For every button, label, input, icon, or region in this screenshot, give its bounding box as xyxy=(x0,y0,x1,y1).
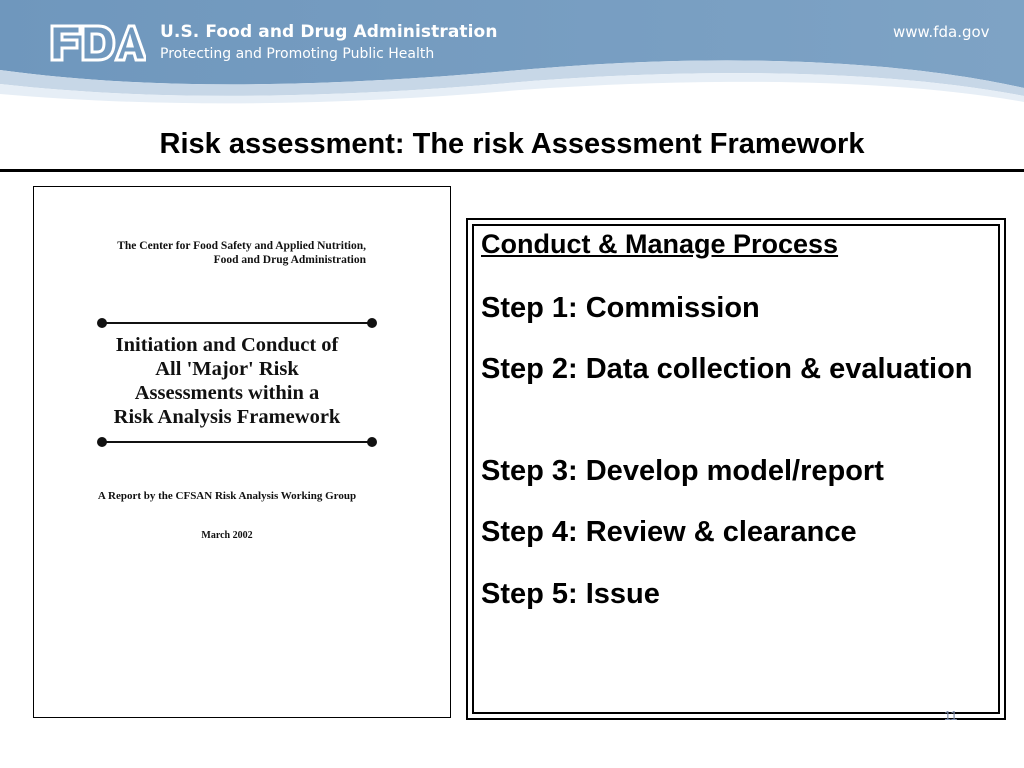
step-1: Step 1: Commission xyxy=(481,292,760,324)
report-date: March 2002 xyxy=(201,530,253,541)
fda-logo xyxy=(50,22,146,62)
report-rule-top xyxy=(102,322,372,324)
report-title-line2: All 'Major' Risk xyxy=(155,358,299,380)
report-organization-line2: Food and Drug Administration xyxy=(213,254,366,266)
report-title-line3: Assessments within a xyxy=(134,382,320,404)
step-4: Step 4: Review & clearance xyxy=(481,516,857,548)
report-title xyxy=(34,333,420,429)
agency-name: U.S. Food and Drug Administration xyxy=(160,22,498,42)
title-divider xyxy=(0,169,1024,172)
agency-tagline: Protecting and Promoting Public Health xyxy=(160,46,435,62)
report-title-line1: Initiation and Conduct of xyxy=(115,334,339,356)
step-5: Step 5: Issue xyxy=(481,578,660,610)
report-title-line4: Risk Analysis Framework xyxy=(113,406,341,428)
header-banner xyxy=(0,0,1024,110)
step-3: Step 3: Develop model/report xyxy=(481,455,884,487)
report-organization-line1: The Center for Food Safety and Applied Nutrition, xyxy=(117,240,366,252)
report-byline: A Report by the CFSAN Risk Analysis Working Group xyxy=(97,490,357,502)
report-organization xyxy=(117,239,366,267)
banner-background xyxy=(0,0,1024,110)
step-2: Step 2: Data collection & evaluation xyxy=(481,353,973,385)
report-cover-image xyxy=(33,186,451,718)
process-heading: Conduct & Manage Process xyxy=(481,229,839,259)
page-number: 11 xyxy=(944,708,958,723)
report-rule-bottom xyxy=(102,441,372,443)
website-link[interactable]: www.fda.gov xyxy=(893,23,990,41)
slide-title: Risk assessment: The risk Assessment Framework xyxy=(159,128,865,160)
